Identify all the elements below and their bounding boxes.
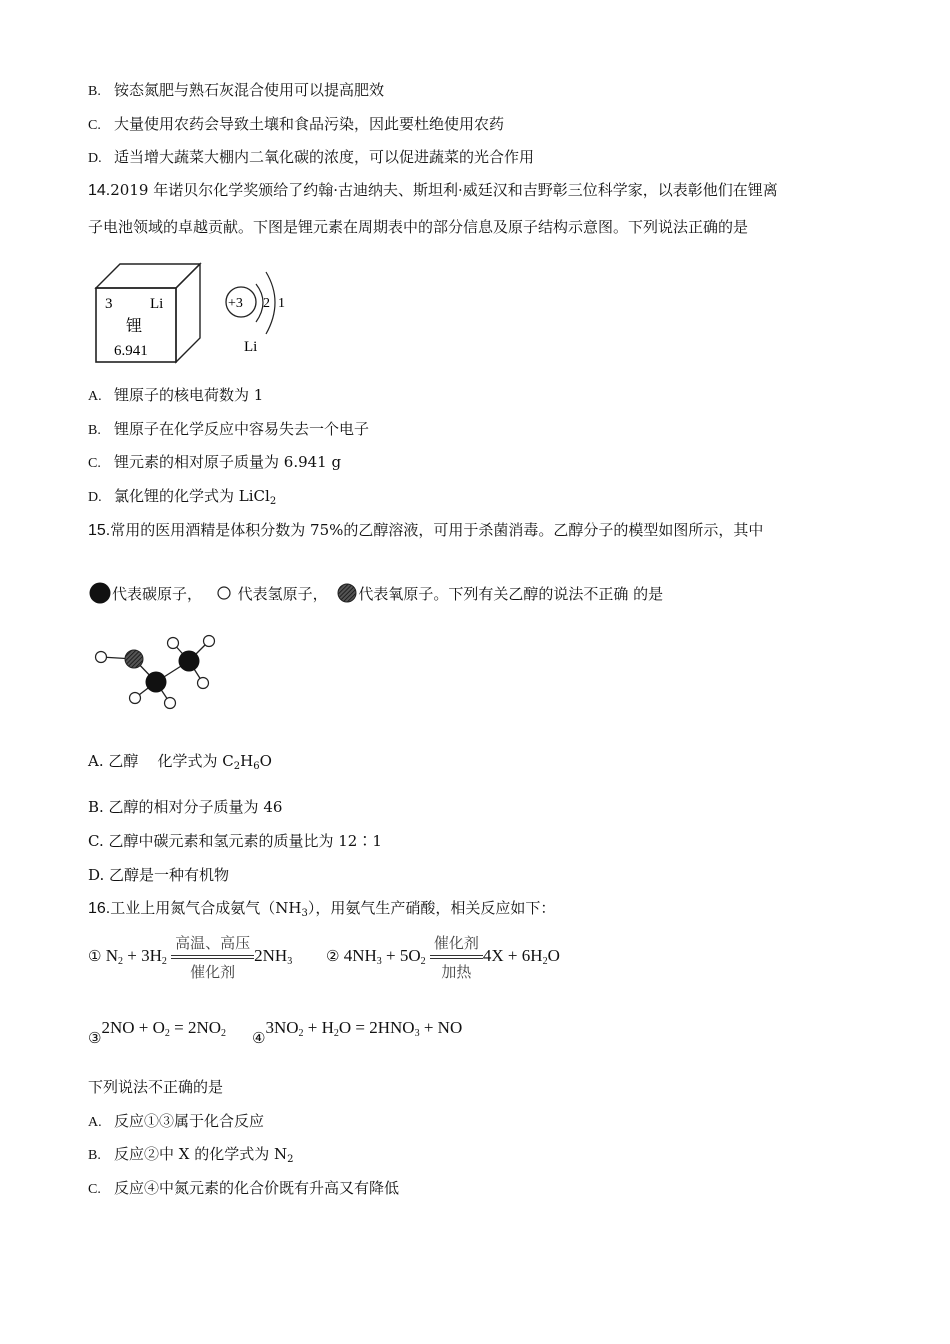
q15-stem-line1: 15.常用的医用酒精是体积分数为 75%的乙醇溶液，可用于杀菌消毒。乙醇分子的模型如图所示，其中 — [88, 521, 764, 539]
hydrogen-atom-icon — [215, 585, 233, 601]
hydrogen-atom — [168, 638, 179, 649]
element-name: 锂 — [126, 316, 143, 335]
q14-stem-line2: 子电池领域的卓越贡献。下图是锂元素在周期表中的部分信息及原子结构示意图。下列说法正确的是 — [88, 218, 749, 236]
q16-stem: 16.工业上用氮气合成氨气$(NH_3)$，用氨气生产硝酸，相关反应如下： — [88, 899, 556, 919]
q15-option-b: B. 乙醇的相对分子质量为 46 — [88, 798, 283, 816]
q13-option-c: C. 大量使用农药会导致土壤和食品污染，因此要杜绝使用农药 — [88, 115, 505, 133]
atomic-mass: 6.941 — [114, 343, 148, 359]
carbon-atom — [146, 672, 167, 693]
q14-option-c: C. 锂元素的相对原子质量为 6.941 g — [88, 453, 342, 471]
carbon-atom-icon — [88, 582, 112, 604]
reaction-2-condition: $\frac{\text{催化剂}}{\text{加热}}$ — [430, 932, 483, 982]
oxygen-atom-icon — [336, 583, 358, 603]
oxygen-atom — [125, 650, 143, 668]
hydrogen-atom — [130, 693, 141, 704]
element-cell — [96, 264, 200, 362]
reaction-3: ③2NO + $O_2 = 2NO_2$ — [88, 1018, 227, 1047]
reaction-1-condition: $\frac{\text{高温、高压}}{\text{催化剂}}$ — [171, 932, 254, 982]
q16-option-a: A. 反应①③属于化合反应 — [88, 1112, 265, 1130]
reaction-2: ② $4NH_3 + 5O_2$ $\frac{\text{催化剂}}{\text{加热}}$ $4X + 6H_2O$ — [326, 934, 560, 981]
q15-option-c: C. 乙醇中碳元素和氢元素的质量比为 12∶1 — [88, 832, 382, 850]
q14-option-a: A. 锂原子的核电荷数为 1 — [88, 386, 264, 404]
q15-legend: 代表碳原子， 代表氢原子， 代表氧原子。下列有关乙醇的说法不正确 的是 — [88, 582, 663, 604]
shell1-electrons: 2 — [263, 296, 270, 311]
element-symbol: Li — [150, 296, 164, 312]
nucleus-charge: +3 — [228, 296, 243, 311]
carbon-atom — [179, 651, 200, 672]
q14-option-b: B. 锂原子在化学反应中容易失去一个电子 — [88, 420, 370, 438]
q16-option-b: B. 反应②中 X 的化学式为 $N_2$ — [88, 1145, 294, 1165]
reaction-4: $④3NO_2 + H_2O = 2HNO_3$ + NO — [252, 1018, 463, 1047]
hydrogen-atom — [204, 636, 215, 647]
atom-structure-diagram — [226, 272, 285, 355]
q13-option-d: D. 适当增大蔬菜大棚内二氧化碳的浓度，可以促进蔬菜的光合作用 — [88, 148, 535, 166]
reaction-1: ① $N_2 + 3H_2$ $\frac{\text{高温、高压}}{\text{催化剂}}$ $2NH_3$ — [88, 934, 293, 981]
q14-stem-line1: 14.2019 年诺贝尔化学奖颁给了约翰·古迪纳夫、斯坦利·威廷汉和吉野彰三位科学家，以表彰他们在锂离 — [88, 181, 778, 199]
atom-label: Li — [244, 339, 258, 355]
q16-option-c: C. 反应④中氮元素的化合价既有升高又有降低 — [88, 1179, 400, 1197]
lithium-figure — [88, 256, 308, 370]
hydrogen-atom — [165, 698, 176, 709]
shell2-electrons: 1 — [278, 296, 285, 311]
ethanol-molecule-model — [92, 630, 222, 714]
q13-option-b: B. 铵态氮肥与熟石灰混合使用可以提高肥效 — [88, 81, 385, 99]
q15-option-a: A. 乙醇 化学式为 $C_2H_6O$ — [88, 752, 272, 772]
q14-option-d: D. 氯化锂的化学式为 LiCl$_2$ — [88, 487, 277, 507]
hydrogen-atom — [198, 678, 209, 689]
q15-option-d: D. 乙醇是一种有机物 — [88, 866, 230, 884]
hydrogen-atom — [96, 652, 107, 663]
atomic-number: 3 — [105, 296, 113, 312]
q16-prompt: 下列说法不正确的是 — [88, 1078, 224, 1096]
